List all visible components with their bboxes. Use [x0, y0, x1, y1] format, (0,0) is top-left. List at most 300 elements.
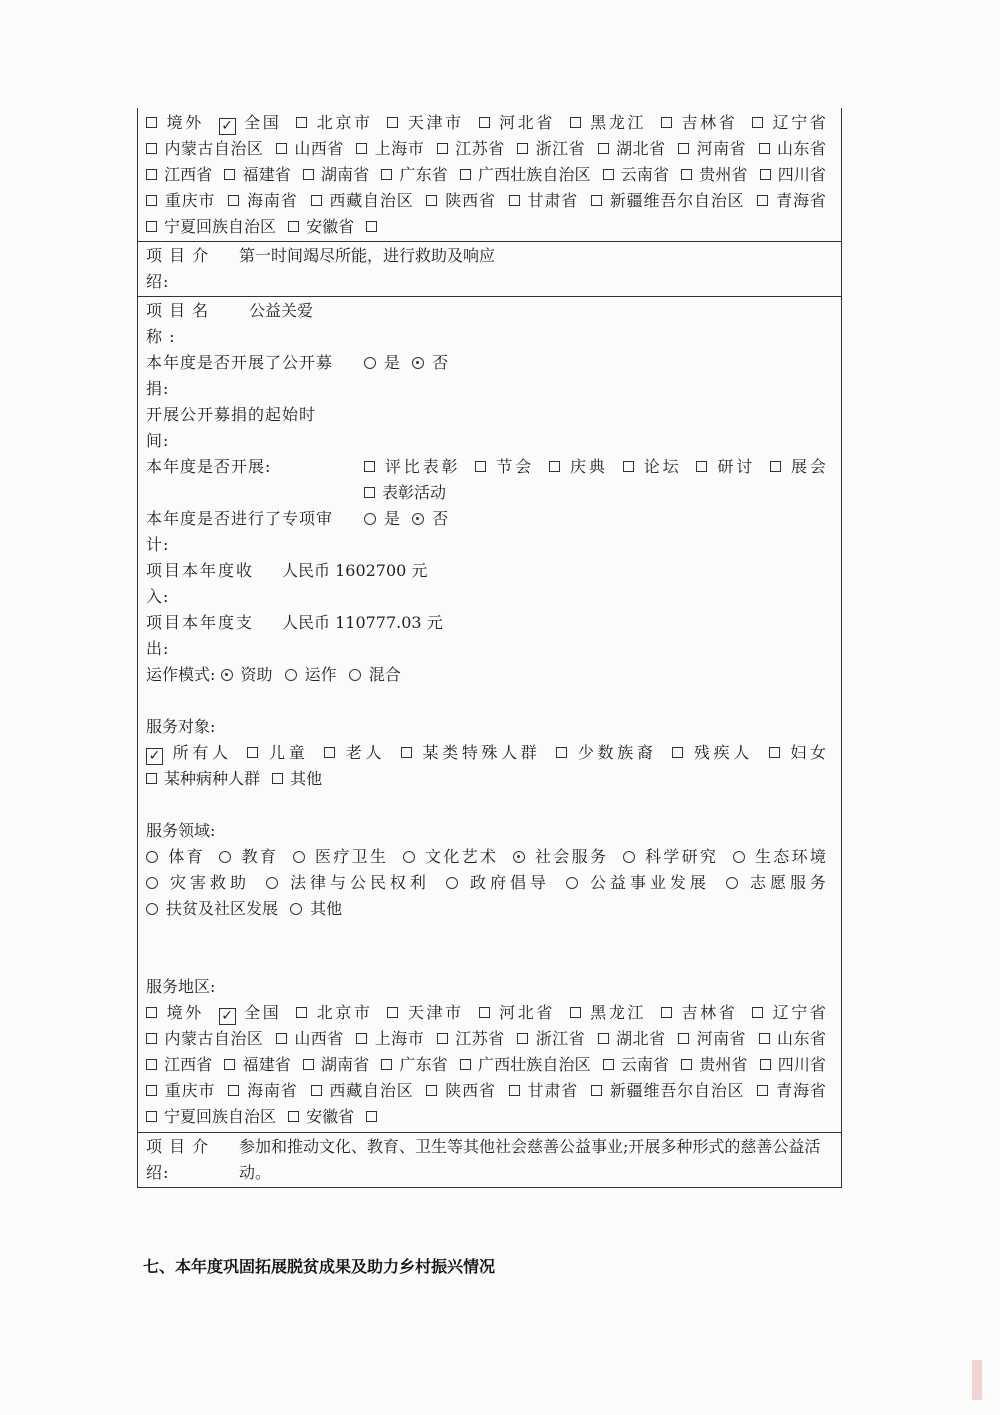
audit-label-cont: 计: [146, 535, 170, 554]
region-option[interactable] [356, 1029, 424, 1048]
expense-label: 项目本年度支 [146, 613, 255, 632]
service-field-option[interactable] [266, 873, 430, 892]
option-label: 浙江省 [535, 139, 586, 158]
checkbox-icon [759, 143, 770, 154]
option-label: 内蒙古自治区 [164, 1029, 264, 1048]
checkbox-icon [460, 1059, 471, 1070]
service-field-option[interactable] [513, 847, 609, 866]
region-option[interactable] [276, 1029, 344, 1048]
checkbox-icon [479, 1007, 490, 1018]
option-label: 志愿服务 [745, 873, 826, 892]
event-option[interactable] [549, 457, 608, 476]
option-label: 陕西省 [444, 191, 496, 210]
checkbox-icon [146, 1111, 157, 1122]
public-fundraising-label-cont: 捐: [146, 379, 170, 398]
radio-icon [266, 877, 278, 889]
checkbox-icon [752, 117, 763, 128]
region-option[interactable] [276, 139, 344, 158]
region-option[interactable] [146, 191, 215, 210]
region-option[interactable] [219, 113, 282, 132]
region-option[interactable] [678, 1029, 746, 1048]
region-option[interactable] [460, 1055, 591, 1074]
option-label: 全国 [241, 1003, 282, 1022]
region-option[interactable] [517, 139, 585, 158]
checkbox-icon [517, 1033, 528, 1044]
service-target-option[interactable] [769, 743, 826, 762]
region-option[interactable] [661, 113, 737, 132]
checkbox-icon [437, 1033, 448, 1044]
event-option[interactable] [364, 457, 460, 476]
region-option[interactable] [479, 1003, 555, 1022]
checkbox-icon [146, 169, 157, 180]
option-label: 北京市 [314, 113, 373, 132]
region-option[interactable] [661, 1003, 737, 1022]
region-option[interactable] [146, 1081, 215, 1100]
region-option[interactable] [381, 1055, 447, 1074]
project-intro-row [138, 241, 841, 296]
option-label: 资助 [240, 665, 273, 684]
region-option[interactable] [752, 1003, 826, 1022]
audit-label: 本年度是否进行了专项审 [146, 509, 334, 528]
option-label: 湖南省 [320, 165, 370, 184]
region-option[interactable] [303, 165, 369, 184]
checkbox-icon [603, 169, 614, 180]
service-target-option[interactable] [672, 743, 753, 762]
event-option[interactable] [475, 457, 534, 476]
start-time-label: 开展公开募捐的起始时 [146, 405, 317, 424]
radio-icon [403, 851, 415, 863]
region-option[interactable] [366, 1107, 384, 1126]
radio-icon [285, 669, 297, 681]
option-label: 广西壮族自治区 [477, 165, 591, 184]
region-option[interactable] [387, 113, 463, 132]
checkbox-icon [517, 143, 528, 154]
service-target-option[interactable] [146, 743, 232, 762]
option-label: 甘肃省 [526, 1081, 579, 1100]
region-option[interactable] [146, 217, 276, 236]
region-option[interactable] [288, 217, 354, 236]
region-option[interactable] [603, 165, 669, 184]
option-label: 内蒙古自治区 [164, 139, 264, 158]
option-label: 安徽省 [306, 1107, 355, 1126]
checkbox-icon [460, 169, 471, 180]
region-option[interactable] [570, 1003, 646, 1022]
checkbox-icon [146, 1007, 157, 1018]
public-fundraising-label: 本年度是否开展了公开募 [146, 353, 334, 372]
option-label: 吉林省 [678, 1003, 738, 1022]
option-label: 灾害救助 [166, 873, 250, 892]
radio-selected-icon [221, 669, 233, 681]
option-label: 社会服务 [532, 847, 609, 866]
checkbox-icon [296, 117, 307, 128]
region-option[interactable] [426, 191, 495, 210]
checkbox-icon [672, 747, 683, 758]
checkbox-icon [479, 117, 490, 128]
region-option[interactable] [681, 165, 747, 184]
option-label: 扶贫及社区发展 [166, 899, 279, 918]
option-label: 儿童 [265, 743, 309, 762]
project-intro-row-2 [138, 1132, 841, 1187]
checkbox-icon [509, 1085, 520, 1096]
option-label: 全国 [241, 113, 282, 132]
option-label: 体育 [166, 847, 205, 866]
region-option[interactable] [757, 1081, 826, 1100]
checkbox-icon [549, 461, 560, 472]
option-label: 重庆市 [164, 191, 216, 210]
radio-yes[interactable]: 是 [364, 353, 400, 372]
checkbox-icon [570, 1007, 581, 1018]
radio-icon [146, 903, 158, 915]
option-label: 辽宁省 [770, 1003, 826, 1022]
option-label: 混合 [368, 665, 401, 684]
option-label: 科学研究 [642, 847, 719, 866]
option-label: 宁夏回族自治区 [164, 1107, 277, 1126]
service-target-label: 服务对象: [146, 717, 216, 736]
option-label: 法律与公民权利 [286, 873, 430, 892]
checkbox-icon [401, 747, 412, 758]
checkbox-icon [598, 143, 609, 154]
region-option[interactable] [759, 1029, 826, 1048]
region-option[interactable] [598, 139, 666, 158]
option-label: 江西省 [164, 1055, 213, 1074]
region-option[interactable] [146, 1055, 212, 1074]
region-option[interactable] [598, 1029, 666, 1048]
region-option[interactable] [678, 139, 746, 158]
region-option[interactable] [381, 165, 447, 184]
option-label: 某种病种人群 [164, 769, 261, 788]
region-option[interactable] [356, 139, 424, 158]
option-label: 教育 [239, 847, 279, 866]
option-label: 江苏省 [454, 139, 505, 158]
option-label: 其他 [310, 899, 343, 918]
region-option[interactable] [228, 191, 297, 210]
option-label: 宁夏回族自治区 [164, 217, 277, 236]
checkbox-icon [228, 195, 239, 206]
income-value: 人民币 1602700 元 [282, 561, 428, 580]
event-option[interactable] [364, 483, 446, 502]
radio-icon [349, 669, 361, 681]
checkbox-icon [146, 1059, 157, 1070]
region-option[interactable] [303, 1055, 369, 1074]
checked-box-icon: ✓ [219, 118, 236, 135]
option-label: 湖南省 [320, 1055, 370, 1074]
option-label: 政府倡导 [465, 873, 550, 892]
checkbox-icon [303, 1059, 314, 1070]
checkbox-icon [603, 1059, 614, 1070]
region-option[interactable] [146, 165, 212, 184]
checkbox-icon [146, 221, 157, 232]
option-label: 陕西省 [444, 1081, 496, 1100]
service-target-option[interactable] [324, 743, 385, 762]
region-option[interactable] [311, 1081, 414, 1100]
option-label: 黑龙江 [587, 113, 647, 132]
option-label: 辽宁省 [770, 113, 826, 132]
option-label: 天津市 [405, 1003, 464, 1022]
checkbox-icon [364, 461, 375, 472]
checkbox-icon [146, 117, 157, 128]
radio-icon [219, 851, 231, 863]
checkbox-icon [324, 747, 335, 758]
checkbox-icon [224, 1059, 235, 1070]
option-label: 某类特殊人群 [418, 743, 541, 762]
public-fundraising-radio [364, 350, 833, 376]
radio-icon [733, 851, 745, 863]
region-option[interactable] [146, 1107, 276, 1126]
service-field-option[interactable] [219, 847, 278, 866]
checkbox-icon [356, 1033, 367, 1044]
option-label: 广西壮族自治区 [477, 1055, 591, 1074]
region-option[interactable] [752, 113, 826, 132]
radio-selected-icon [513, 851, 525, 863]
region-option[interactable] [311, 191, 414, 210]
radio-yes[interactable]: 是 [364, 509, 400, 528]
option-label: 河北省 [496, 113, 555, 132]
operation-mode [146, 662, 408, 688]
region-option[interactable] [757, 191, 826, 210]
option-label: 西藏自治区 [328, 1081, 414, 1100]
region-checklist-top [138, 108, 841, 241]
project-details [138, 296, 841, 1132]
service-target-option[interactable] [556, 743, 656, 762]
checkbox-icon [146, 1085, 157, 1096]
checkbox-icon [288, 221, 299, 232]
checkbox-icon [623, 461, 634, 472]
checkbox-icon [288, 1111, 299, 1122]
checkbox-icon [759, 1033, 770, 1044]
checkbox-icon [681, 169, 692, 180]
intro-text: 参加和推动文化、教育、卫生等其他社会慈善公益事业;开展多种形式的慈善公益活动。 [239, 1137, 821, 1182]
radio-icon [623, 851, 635, 863]
region-option[interactable] [591, 1081, 745, 1100]
service-target-option[interactable] [272, 769, 322, 788]
option-label: 上海市 [374, 139, 425, 158]
checkbox-icon [146, 195, 157, 206]
checkbox-icon [678, 143, 689, 154]
option-label: 研讨 [714, 457, 756, 476]
service-field-option[interactable] [146, 873, 250, 892]
region-option[interactable] [146, 139, 263, 158]
option-label: 评比表彰 [382, 457, 461, 476]
service-field-option[interactable] [146, 899, 278, 918]
service-target-option[interactable] [401, 743, 541, 762]
region-option[interactable] [228, 1081, 297, 1100]
radio-no[interactable]: 否 [412, 353, 448, 372]
region-option[interactable] [570, 113, 646, 132]
option-label: 福建省 [242, 165, 291, 184]
option-label: 节会 [493, 457, 535, 476]
checkbox-icon [598, 1033, 609, 1044]
option-label: 甘肃省 [526, 191, 579, 210]
checkbox-icon [381, 1059, 392, 1070]
mode-option[interactable] [221, 665, 273, 684]
region-option[interactable] [681, 1055, 747, 1074]
checkbox-icon [366, 1111, 377, 1122]
option-label: 境外 [164, 1003, 204, 1022]
option-label: 湖北省 [615, 139, 666, 158]
region-option[interactable] [296, 113, 372, 132]
option-label: 浙江省 [535, 1029, 586, 1048]
checkbox-icon [356, 143, 367, 154]
mode-option[interactable] [349, 665, 401, 684]
option-label: 少数族裔 [574, 743, 657, 762]
service-field-option[interactable] [403, 847, 499, 866]
option-label: 医疗卫生 [312, 847, 389, 866]
checkbox-icon [247, 747, 258, 758]
option-label: 上海市 [374, 1029, 425, 1048]
radio-no[interactable]: 否 [412, 509, 448, 528]
section-heading: 七、本年度巩固拓展脱贫成果及助力乡村振兴情况 [143, 1257, 496, 1276]
option-label: 四川省 [777, 165, 826, 184]
radio-icon [566, 877, 578, 889]
checked-box-icon: ✓ [146, 748, 163, 765]
option-label: 论坛 [640, 457, 682, 476]
option-label: 公益事业发展 [586, 873, 710, 892]
service-field-option[interactable] [566, 873, 710, 892]
service-target-option[interactable] [146, 769, 260, 788]
checked-box-icon: ✓ [219, 1008, 236, 1025]
checkbox-icon [276, 143, 287, 154]
region-option[interactable] [437, 1029, 505, 1048]
region-option[interactable] [759, 139, 826, 158]
intro-label: 项 目 介 [146, 246, 210, 265]
start-time-label-cont: 间: [146, 431, 170, 450]
mode-option[interactable] [285, 665, 337, 684]
project-info-table [137, 108, 842, 1188]
service-target-checklist [146, 740, 833, 792]
service-field-option[interactable] [290, 899, 342, 918]
checkbox-icon [228, 1085, 239, 1096]
option-label: 新疆维吾尔自治区 [608, 1081, 745, 1100]
region-option[interactable] [387, 1003, 463, 1022]
service-field-option[interactable] [446, 873, 550, 892]
checkbox-icon [146, 773, 157, 784]
radio-icon [293, 851, 305, 863]
service-field-option[interactable] [293, 847, 389, 866]
service-region-label: 服务地区: [146, 977, 216, 996]
option-label: 境外 [164, 113, 204, 132]
checkbox-icon [661, 1007, 672, 1018]
option-label: 妇女 [786, 743, 826, 762]
project-name-label-cont: 称 : [146, 327, 176, 346]
region-option[interactable] [460, 165, 591, 184]
service-field-option[interactable] [726, 873, 826, 892]
checkbox-icon [769, 747, 780, 758]
option-label: 山西省 [293, 1029, 344, 1048]
option-label: 贵州省 [699, 1055, 748, 1074]
region-checklist-bottom [146, 1000, 833, 1130]
option-label: 广东省 [399, 1055, 448, 1074]
checkbox-icon [311, 195, 322, 206]
checkbox-icon [146, 1033, 157, 1044]
region-option[interactable] [366, 217, 384, 236]
checkbox-icon [760, 1059, 771, 1070]
expense-label-cont: 出: [146, 639, 170, 658]
option-label: 山西省 [293, 139, 344, 158]
seal-edge [972, 1360, 982, 1400]
checkbox-icon [296, 1007, 307, 1018]
checkbox-icon [387, 1007, 398, 1018]
checkbox-icon [591, 1085, 602, 1096]
region-option[interactable] [219, 1003, 282, 1022]
radio-icon [446, 877, 458, 889]
service-field-option[interactable] [146, 847, 205, 866]
option-label: 西藏自治区 [328, 191, 414, 210]
region-option[interactable] [146, 113, 204, 132]
option-label: 展会 [788, 457, 826, 476]
option-label: 江苏省 [454, 1029, 505, 1048]
option-label: 海南省 [246, 1081, 298, 1100]
event-option[interactable] [770, 457, 826, 476]
region-option[interactable] [426, 1081, 495, 1100]
region-option[interactable] [760, 165, 826, 184]
event-option[interactable] [623, 457, 682, 476]
option-label: 文化艺术 [422, 847, 499, 866]
region-option[interactable] [591, 191, 745, 210]
option-label: 老人 [342, 743, 386, 762]
option-label: 海南省 [246, 191, 298, 210]
region-option[interactable] [296, 1003, 372, 1022]
checkbox-icon [272, 773, 283, 784]
checkbox-icon [509, 195, 520, 206]
checkbox-icon [426, 1085, 437, 1096]
service-field-label: 服务领域: [146, 821, 216, 840]
region-option[interactable] [146, 1029, 263, 1048]
service-target-option[interactable] [247, 743, 308, 762]
option-label: 青海省 [775, 191, 826, 210]
checkbox-icon [475, 461, 486, 472]
region-option[interactable] [509, 1081, 578, 1100]
region-option[interactable] [517, 1029, 585, 1048]
option-label: 其他 [290, 769, 323, 788]
region-option[interactable] [288, 1107, 354, 1126]
event-option[interactable] [696, 457, 755, 476]
region-option[interactable] [224, 1055, 290, 1074]
option-label: 天津市 [405, 113, 464, 132]
checkbox-icon [770, 461, 781, 472]
option-label: 江西省 [164, 165, 213, 184]
checkbox-icon [276, 1033, 287, 1044]
service-field-radios [146, 844, 833, 922]
region-option[interactable] [760, 1055, 826, 1074]
checkbox-icon [591, 195, 602, 206]
option-label: 河南省 [696, 1029, 747, 1048]
region-option[interactable] [224, 165, 290, 184]
region-option[interactable] [479, 113, 555, 132]
radio-icon [290, 903, 302, 915]
option-label: 残疾人 [690, 743, 753, 762]
radio-icon [726, 877, 738, 889]
intro-label: 项 目 介 绍: [146, 1137, 210, 1182]
checkbox-icon [681, 1059, 692, 1070]
checkbox-icon [364, 487, 375, 498]
radio-icon [146, 851, 158, 863]
option-label: 黑龙江 [587, 1003, 647, 1022]
option-label: 安徽省 [306, 217, 355, 236]
income-label: 项目本年度收 [146, 561, 255, 580]
option-label: 重庆市 [164, 1081, 216, 1100]
intro-label-cont: 绍: [146, 272, 170, 291]
option-label: 新疆维吾尔自治区 [608, 191, 745, 210]
checkbox-icon [303, 169, 314, 180]
region-option[interactable] [437, 139, 505, 158]
service-field-option[interactable] [623, 847, 719, 866]
service-field-option[interactable] [733, 847, 826, 866]
region-option[interactable] [603, 1055, 669, 1074]
checkbox-icon [696, 461, 707, 472]
region-option[interactable] [509, 191, 578, 210]
checkbox-icon [678, 1033, 689, 1044]
region-option[interactable] [146, 1003, 204, 1022]
